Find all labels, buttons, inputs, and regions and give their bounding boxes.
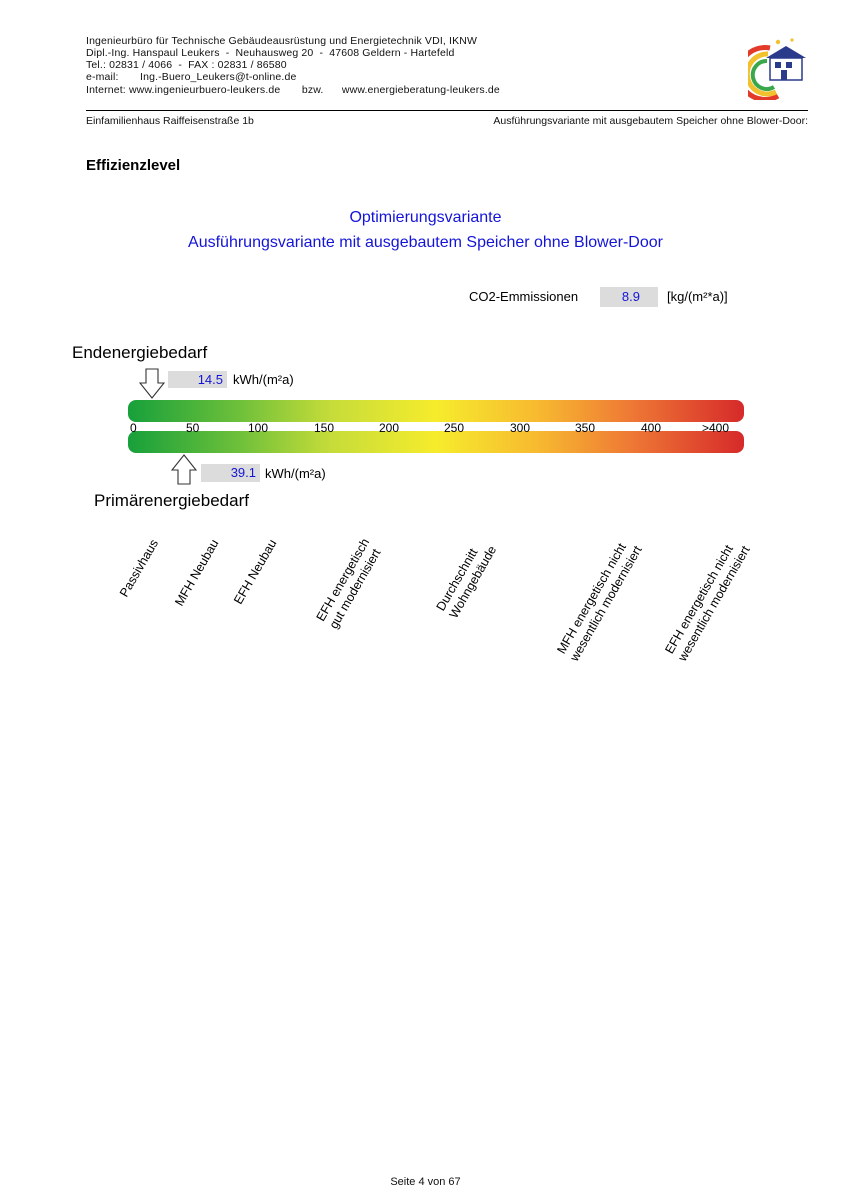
scale-tick: 400 xyxy=(641,421,662,435)
scale-tick: 100 xyxy=(248,421,269,435)
endenergie-arrow-icon xyxy=(139,368,165,399)
reference-efh-neubau: EFH Neubau xyxy=(230,537,280,607)
reference-efh-nicht-modernisiert: EFH energetisch nicht wesentlich modernisiert xyxy=(662,542,754,664)
scale-tick: 250 xyxy=(444,421,465,435)
project-name: Einfamilienhaus Raiffeisenstraße 1b xyxy=(86,115,254,127)
company-phone: Tel.: 02831 / 4066 - FAX : 02831 / 86580 xyxy=(86,59,287,71)
endenergie-unit: kWh/(m²a) xyxy=(233,372,294,387)
scale-tick: 150 xyxy=(314,421,335,435)
section-title: Effizienzlevel xyxy=(86,157,181,174)
primaerenergie-arrow-icon xyxy=(171,454,197,485)
company-logo xyxy=(748,34,810,100)
company-internet: Internet: www.ingenieurbuero-leukers.de bzw. www.energieberatung-leukers.de xyxy=(86,84,500,96)
company-address: Dipl.-Ing. Hanspaul Leukers - Neuhausweg 20 - 47608 Geldern - Hartefeld xyxy=(86,47,455,59)
reference-mfh-nicht-modernisiert: MFH energetisch nicht wesentlich modernisiert xyxy=(554,540,646,664)
scale-tick: 300 xyxy=(510,421,531,435)
scale-bar-top xyxy=(128,400,744,422)
variant-name: Ausführungsvariante mit ausgebautem Speicher ohne Blower-Door: xyxy=(493,115,808,127)
scale-tick: >400 xyxy=(702,421,730,435)
page-number: Seite 4 von 67 xyxy=(390,1176,461,1188)
variant-title: Optimierungsvariante xyxy=(349,209,502,226)
scale-tick: 350 xyxy=(575,421,596,435)
endenergie-label: Endenergiebedarf xyxy=(72,343,208,362)
primaerenergie-value: 39.1 xyxy=(201,464,260,482)
header-divider xyxy=(86,110,808,111)
co2-unit: [kg/(m²*a)] xyxy=(667,289,728,304)
company-email: e-mail: Ing.-Buero_Leukers@t-online.de xyxy=(86,71,297,83)
variant-subtitle: Ausführungsvariante mit ausgebautem Speicher ohne Blower-Door xyxy=(188,234,663,251)
primaerenergie-unit: kWh/(m²a) xyxy=(265,466,326,481)
primaerenergie-label: Primärenergiebedarf xyxy=(94,491,249,510)
scale-tick: 200 xyxy=(379,421,400,435)
co2-value: 8.9 xyxy=(600,287,658,307)
endenergie-value: 14.5 xyxy=(168,371,227,388)
reference-mfh-neubau: MFH Neubau xyxy=(171,537,222,609)
reference-passivhaus: Passivhaus xyxy=(117,537,162,600)
reference-efh-gut-modernisiert: EFH energetisch gut modernisiert xyxy=(313,536,384,632)
reference-durchschnitt: Durchschnitt Wohngebäude xyxy=(433,543,500,621)
co2-label: CO2-Emmissionen xyxy=(469,289,579,304)
company-name: Ingenieurbüro für Technische Gebäudeausrüstung und Energietechnik VDI, IKNW xyxy=(86,35,478,47)
scale-tick: 50 xyxy=(186,421,200,435)
scale-tick: 0 xyxy=(130,421,137,435)
